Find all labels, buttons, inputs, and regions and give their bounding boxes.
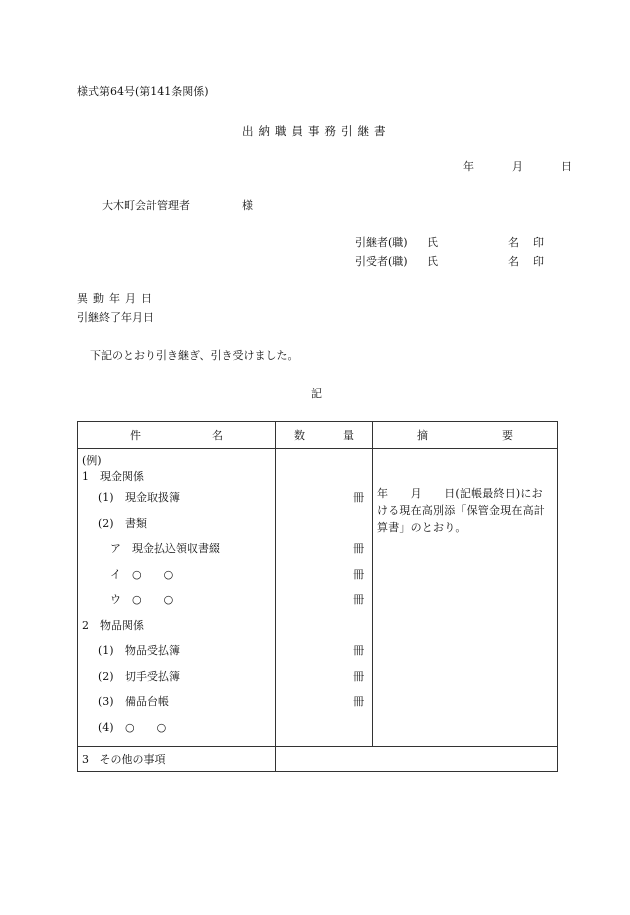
date-month: 月 [512,160,523,173]
addressee-name: 大木町会計管理者 [102,199,190,212]
table-body-row [78,449,558,747]
list-item: 1 現金関係 [82,470,144,483]
quantity-cell: 冊 [353,644,364,657]
quantity-cell: 冊 [353,542,364,555]
ki-heading: 記 [311,387,322,400]
header-quantity: 数 量 [276,422,373,449]
list-item: 2 物品関係 [82,618,144,632]
signatory-name-prefix: 氏 [427,236,438,249]
signatory-name-suffix: 名 [508,236,519,249]
other-matters-value [276,747,558,772]
seal-mark: 印 [533,236,544,249]
remarks-column [373,449,558,747]
document-title: 出納職員事務引継書 [242,124,391,138]
date-day: 日 [561,160,572,173]
list-item: (1) 現金取扱簿 [98,491,180,504]
seal-mark: 印 [533,255,544,268]
list-item: (2) 書類 [98,516,147,530]
transfer-date-label: 異動年月日 [77,292,157,305]
remarks-text: 年 月 日(記帳最終日)における現在高別添「保管金現在高計算書」のとおり。 [377,487,545,534]
header-item: 件 名 [78,422,276,449]
completion-date-label: 引継終了年月日 [77,311,154,324]
signatory-name-prefix: 氏 [427,255,438,268]
list-item: (3) 備品台帳 [98,695,169,708]
addressee-honorific: 様 [242,199,253,212]
quantity-cell [276,613,372,639]
date-year: 年 [463,160,474,173]
list-item: ウ ○ ○ [110,593,174,606]
form-number: 様式第64号(第141条関係) [77,85,209,98]
quantity-cell: 冊 [353,669,364,683]
quantity-cell: 冊 [353,567,364,581]
list-item: イ ○ ○ [110,567,174,581]
quantity-cell [276,511,372,537]
list-item: (1) 物品受払簿 [98,644,180,657]
list-item: (4) ○ ○ [98,720,167,734]
date-line [463,160,572,174]
quantity-cell: 冊 [353,695,364,708]
example-label: (例) [82,454,102,467]
quantity-cell: 冊 [353,593,364,606]
table-header-row [78,422,558,449]
item-column [78,449,276,747]
signatory-role: 引受者(職) [355,255,408,268]
list-item: ア 現金払込領収書綴 [110,542,220,555]
quantity-cell: 冊 [353,491,364,504]
header-remarks: 摘 要 [373,422,558,449]
list-item: (2) 切手受払簿 [98,669,180,683]
other-matters-cell: 3 その他の事項 [78,747,276,772]
table-footer-row [78,747,558,772]
signatory-name-suffix: 名 [508,255,519,268]
statement-text: 下記のとおり引き継ぎ、引き受けました。 [90,349,299,362]
quantity-column [276,449,373,747]
handover-table [77,421,558,772]
signatory-role: 引継者(職) [355,236,408,249]
